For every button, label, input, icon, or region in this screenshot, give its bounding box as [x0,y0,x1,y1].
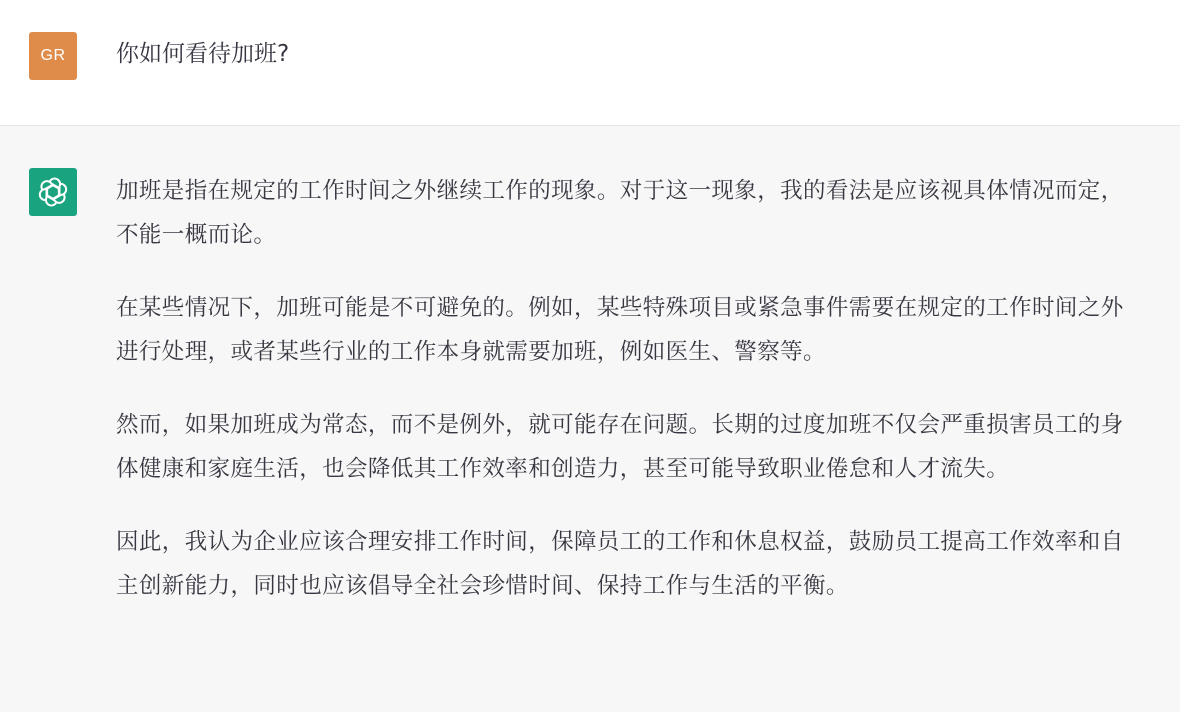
user-message-text: 你如何看待加班? [116,41,290,67]
user-avatar: GR [29,32,77,80]
assistant-paragraph: 因此，我认为企业应该合理安排工作时间，保障员工的工作和休息权益，鼓励员工提高工作效率和自主创新能力，同时也应该倡导全社会珍惜时间、保持工作与生活的平衡。 [116,529,1124,599]
assistant-paragraph: 加班是指在规定的工作时间之外继续工作的现象。对于这一现象，我的看法是应该视具体情况而定，不能一概而论。 [116,178,1124,248]
assistant-paragraph: 然而，如果加班成为常态，而不是例外，就可能存在问题。长期的过度加班不仅会严重损害员工的身体健康和家庭生活，也会降低其工作效率和创造力，甚至可能导致职业倦怠和人才流失。 [116,412,1124,482]
assistant-message-body [116,169,1146,637]
assistant-message-row [0,127,1180,712]
user-message-row [0,0,1180,126]
assistant-avatar [29,168,77,216]
assistant-paragraph: 在某些情况下，加班可能是不可避免的。例如，某些特殊项目或紧急事件需要在规定的工作时间之外进行处理，或者某些行业的工作本身就需要加班，例如医生、警察等。 [116,295,1124,365]
openai-logo-icon [37,176,69,208]
